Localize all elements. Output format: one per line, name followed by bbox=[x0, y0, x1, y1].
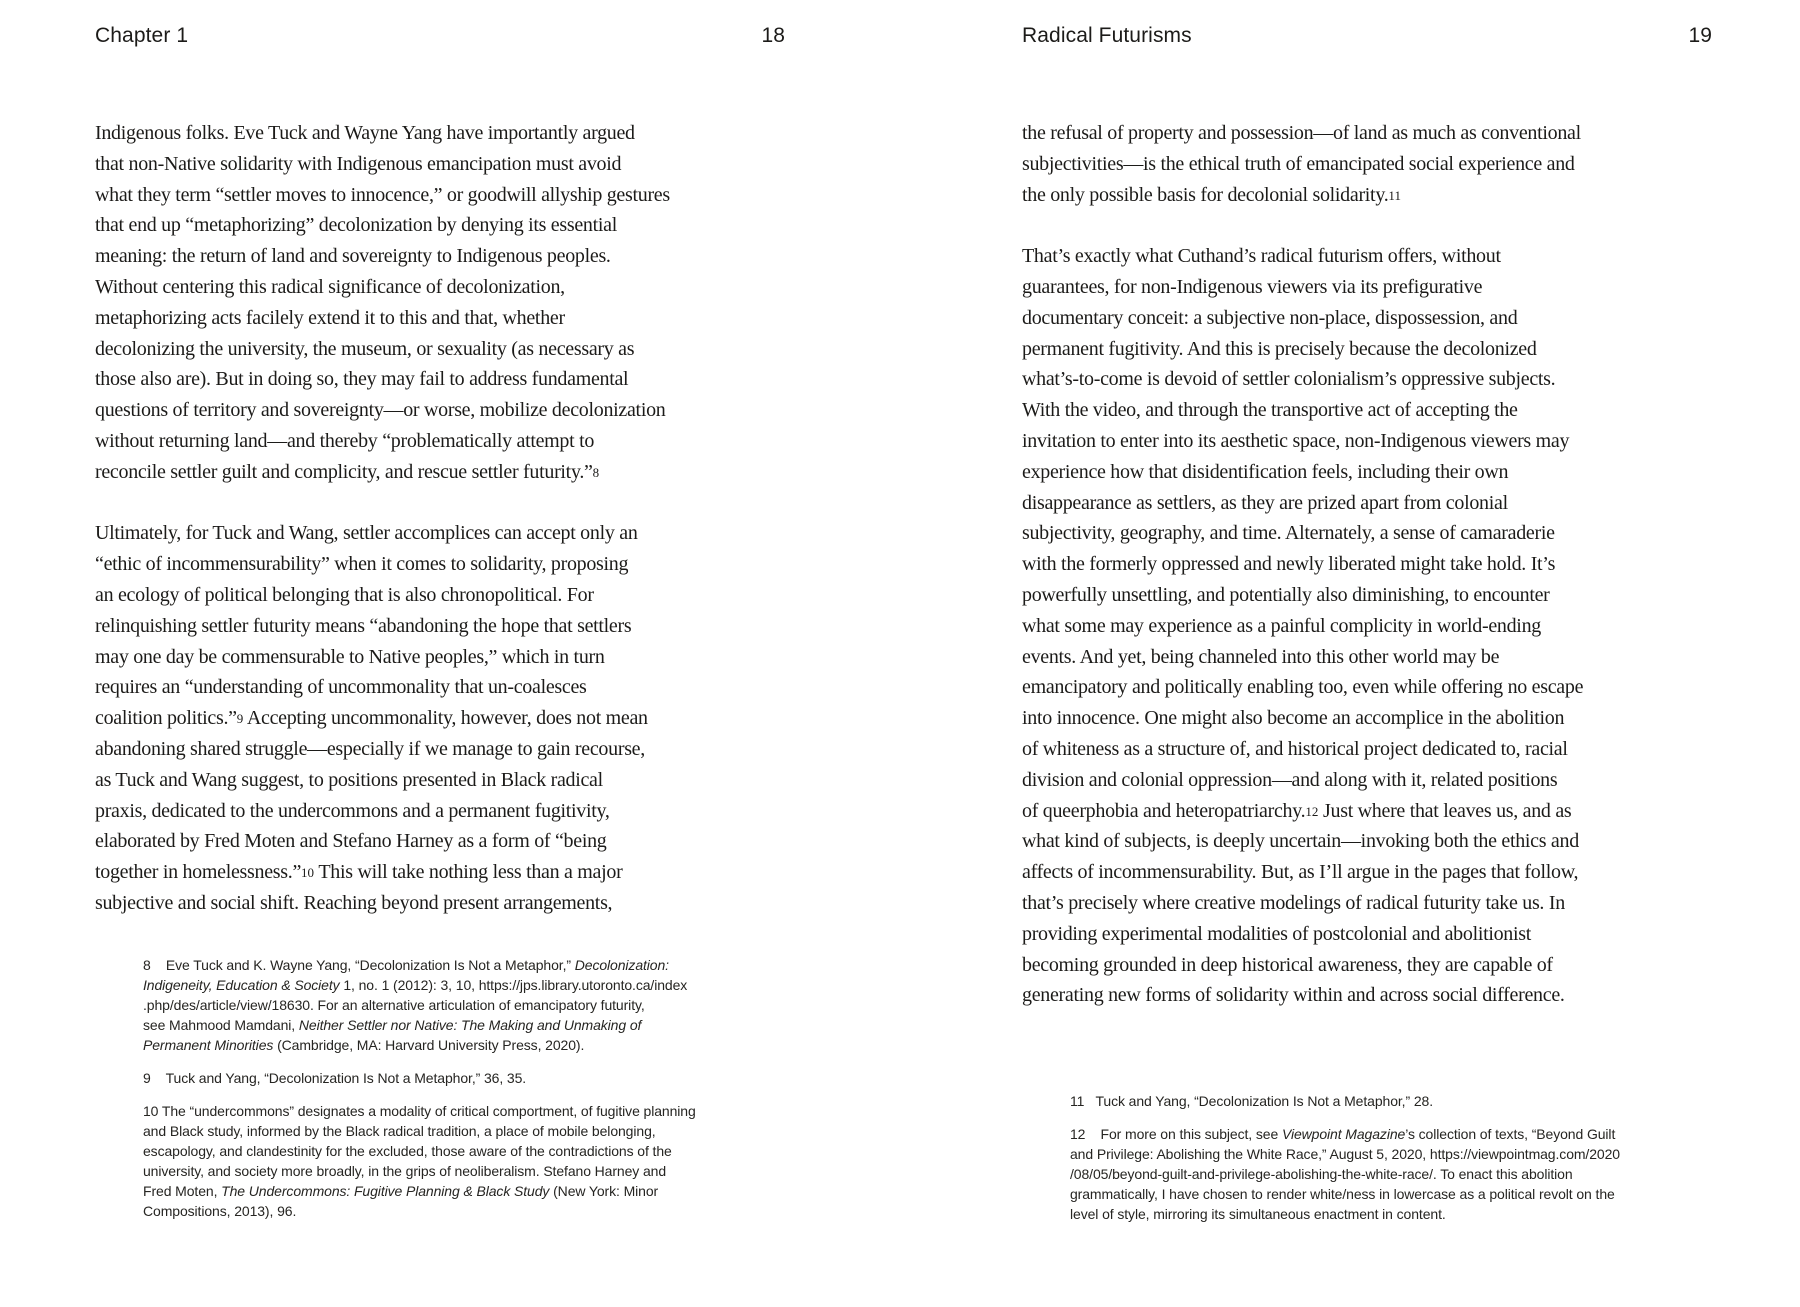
footnote-ref: 9 bbox=[236, 711, 244, 727]
footnote-line bbox=[143, 1141, 768, 1161]
text-run: without returning land—and thereby “problematically attempt to bbox=[95, 429, 595, 452]
text-run: the refusal of property and possession—of land as much as conventional bbox=[1022, 122, 1581, 144]
text-line bbox=[1022, 118, 1712, 149]
text-line bbox=[1022, 518, 1712, 549]
text-run: With the video, and through the transportive act of accepting the bbox=[1022, 399, 1518, 422]
text-run: Fred Moten, bbox=[143, 1183, 222, 1199]
text-run: documentary conceit: a subjective non-place, dispossession, and bbox=[1022, 306, 1518, 329]
text-run: reconcile settler guilt and complicity, and rescue settler futurity.” bbox=[95, 460, 593, 483]
text-line bbox=[1022, 364, 1712, 395]
text-line bbox=[95, 857, 785, 888]
text-line bbox=[95, 426, 785, 457]
page-number: 18 bbox=[761, 24, 785, 47]
text-run: praxis, dedicated to the undercommons and a permanent fugitivity, bbox=[95, 799, 610, 822]
text-run: subjectivity, geography, and time. Alternately, a sense of camaraderie bbox=[1022, 522, 1555, 545]
footnote-ref: 11 bbox=[1388, 187, 1401, 203]
footnote bbox=[143, 1101, 768, 1221]
text-line bbox=[1022, 642, 1712, 673]
text-line bbox=[95, 118, 785, 149]
text-run: events. And yet, being channeled into this other world may be bbox=[1022, 645, 1500, 668]
text-run: subjective and social shift. Reaching beyond present arrangements, bbox=[95, 891, 613, 914]
text-line bbox=[95, 642, 785, 673]
text-run: powerfully unsettling, and potentially also diminishing, to encounter bbox=[1022, 583, 1550, 606]
text-run: what some may experience as a painful complicity in world-ending bbox=[1022, 614, 1541, 637]
text-run: as Tuck and Wang suggest, to positions presented in Black radical bbox=[95, 768, 603, 791]
text-run: decolonizing the university, the museum, or sexuality (as necessary as bbox=[95, 337, 635, 360]
footnote-line bbox=[143, 1068, 768, 1088]
text-line bbox=[1022, 549, 1712, 580]
text-run: abandoning shared struggle—especially if we manage to gain recourse, bbox=[95, 737, 645, 760]
footnote-line bbox=[1070, 1091, 1695, 1111]
text-run: guarantees, for non-Indigenous viewers via its prefigurative bbox=[1022, 275, 1483, 298]
text-run: of queerphobia and heteropatriarchy. bbox=[1022, 799, 1306, 822]
text-run: that non-Native solidarity with Indigenous emancipation must avoid bbox=[95, 152, 622, 175]
footnote bbox=[1070, 1091, 1695, 1111]
footnote-line bbox=[143, 975, 768, 995]
footnote-line bbox=[1070, 1164, 1695, 1184]
text-run: providing experimental modalities of postcolonial and abolitionist bbox=[1022, 922, 1531, 945]
text-run: relinquishing settler futurity means “abandoning the hope that settlers bbox=[95, 614, 632, 637]
text-line bbox=[95, 395, 785, 426]
text-run: permanent fugitivity. And this is precisely because the decolonized bbox=[1022, 337, 1537, 360]
italic-text: Viewpoint Magazine bbox=[1281, 1126, 1406, 1142]
text-line bbox=[95, 241, 785, 272]
text-line bbox=[1022, 826, 1712, 857]
text-run: Ultimately, for Tuck and Wang, settler accomplices can accept only an bbox=[95, 522, 638, 545]
footnote-line bbox=[1070, 1204, 1695, 1224]
text-run: meaning: the return of land and sovereignty to Indigenous peoples. bbox=[95, 245, 611, 268]
footnotes bbox=[143, 955, 768, 1221]
footnote-line bbox=[143, 1035, 768, 1055]
footnote-line bbox=[1070, 1144, 1695, 1164]
text-line bbox=[95, 703, 785, 734]
text-run: (New York: Minor bbox=[549, 1183, 659, 1199]
italic-text: Permanent Minorities bbox=[143, 1037, 274, 1053]
text-run: escapology, and clandestinity for the excluded, those aware of the contradictions of the bbox=[143, 1143, 672, 1159]
text-line bbox=[95, 272, 785, 303]
paragraph bbox=[1022, 118, 1712, 210]
text-line bbox=[1022, 395, 1712, 426]
text-run: that end up “metaphorizing” decolonization by denying its essential bbox=[95, 214, 617, 237]
paragraph bbox=[95, 518, 785, 918]
text-line bbox=[95, 580, 785, 611]
text-run: and Privilege: Abolishing the White Race,” August 5, 2020, https://viewpointmag.com/2020 bbox=[1070, 1146, 1620, 1162]
text-line bbox=[95, 796, 785, 827]
running-header: Radical Futurisms bbox=[1022, 24, 1192, 47]
text-run: 10 The “undercommons” designates a modality of critical comportment, of fugitive planning bbox=[143, 1103, 696, 1119]
text-run: metaphorizing acts facilely extend it to this and that, whether bbox=[95, 306, 565, 329]
text-run: generating new forms of solidarity within and across social difference. bbox=[1022, 984, 1565, 1007]
footnote-line bbox=[1070, 1124, 1695, 1144]
text-run: Compositions, 2013), 96. bbox=[143, 1203, 297, 1219]
text-run: .php/des/article/view/18630. For an alternative articulation of emancipatory futurity, bbox=[143, 997, 645, 1013]
text-run: and Black study, informed by the Black radical tradition, a place of mobile belonging, bbox=[143, 1123, 656, 1139]
text-line bbox=[1022, 334, 1712, 365]
text-line bbox=[1022, 272, 1712, 303]
text-line bbox=[1022, 672, 1712, 703]
text-line bbox=[1022, 611, 1712, 642]
text-run: affects of incommensurability. But, as I’ll argue in the pages that follow, bbox=[1022, 861, 1579, 884]
text-line bbox=[1022, 703, 1712, 734]
text-run: 12 For more on this subject, see bbox=[1070, 1126, 1282, 1142]
page-number: 19 bbox=[1688, 24, 1712, 47]
footnote bbox=[143, 1068, 768, 1088]
text-line bbox=[95, 549, 785, 580]
text-line bbox=[1022, 149, 1712, 180]
text-run: subjectivities—is the ethical truth of emancipated social experience and bbox=[1022, 152, 1575, 175]
text-run: ’s collection of texts, “Beyond Guilt bbox=[1405, 1126, 1616, 1142]
text-run: requires an “understanding of uncommonality that un-coalesces bbox=[95, 676, 587, 699]
italic-text: Decolonization: bbox=[574, 957, 669, 973]
text-line bbox=[1022, 241, 1712, 272]
text-line bbox=[95, 334, 785, 365]
text-run: “ethic of incommensurability” when it comes to solidarity, proposing bbox=[95, 553, 629, 576]
text-line bbox=[1022, 488, 1712, 519]
text-run: Just where that leaves us, and as bbox=[1318, 799, 1572, 822]
verso-page bbox=[95, 0, 785, 1307]
text-run: 1, no. 1 (2012): 3, 10, https://jps.library.utoronto.ca/index bbox=[339, 977, 688, 993]
text-line bbox=[95, 672, 785, 703]
page-header bbox=[95, 24, 785, 48]
text-run: that’s precisely where creative modelings of radical futurity take us. In bbox=[1022, 891, 1565, 914]
footnote-line bbox=[1070, 1184, 1695, 1204]
text-run: questions of territory and sovereignty—or worse, mobilize decolonization bbox=[95, 399, 666, 422]
text-run: the only possible basis for decolonial solidarity. bbox=[1022, 183, 1389, 206]
text-run: those also are). But in doing so, they may fail to address fundamental bbox=[95, 368, 629, 391]
text-run: 8 Eve Tuck and K. Wayne Yang, “Decolonization Is Not a Metaphor,” bbox=[143, 957, 575, 973]
text-line bbox=[1022, 919, 1712, 950]
text-line bbox=[95, 611, 785, 642]
text-run: coalition politics.” bbox=[95, 707, 237, 730]
text-run: Indigenous folks. Eve Tuck and Wayne Yang have importantly argued bbox=[95, 122, 635, 144]
text-run: what’s-to-come is devoid of settler colonialism’s oppressive subjects. bbox=[1022, 368, 1556, 391]
text-run: This will take nothing less than a major bbox=[314, 861, 623, 884]
italic-text: Neither Settler nor Native: The Making and Unmaking of bbox=[298, 1017, 642, 1033]
text-run: level of style, mirroring its simultaneous enactment in content. bbox=[1070, 1206, 1446, 1222]
text-line bbox=[1022, 457, 1712, 488]
text-run: becoming grounded in deep historical awareness, they are capable of bbox=[1022, 953, 1553, 976]
text-run: into innocence. One might also become an accomplice in the abolition bbox=[1022, 707, 1565, 730]
text-run: of whiteness as a structure of, and historical project dedicated to, racial bbox=[1022, 737, 1568, 760]
paragraph bbox=[95, 118, 785, 488]
text-run: may one day be commensurable to Native peoples,” which in turn bbox=[95, 645, 605, 668]
text-line bbox=[1022, 734, 1712, 765]
footnote-line bbox=[143, 955, 768, 975]
text-line bbox=[95, 180, 785, 211]
text-line bbox=[1022, 765, 1712, 796]
text-line bbox=[1022, 303, 1712, 334]
text-run: experience how that disidentification feels, including their own bbox=[1022, 460, 1509, 483]
text-line bbox=[1022, 580, 1712, 611]
text-line bbox=[1022, 888, 1712, 919]
text-line bbox=[1022, 980, 1712, 1011]
text-run: see Mahmood Mamdani, bbox=[143, 1017, 299, 1033]
text-line bbox=[95, 826, 785, 857]
italic-text: Indigeneity, Education & Society bbox=[143, 977, 340, 993]
text-line bbox=[1022, 426, 1712, 457]
footnote-line bbox=[143, 1201, 768, 1221]
text-line bbox=[95, 765, 785, 796]
text-run: invitation to enter into its aesthetic space, non-Indigenous viewers may bbox=[1022, 429, 1570, 452]
text-run: 11 Tuck and Yang, “Decolonization Is Not a Metaphor,” 28. bbox=[1070, 1093, 1433, 1109]
text-line bbox=[1022, 180, 1712, 211]
running-header: Chapter 1 bbox=[95, 24, 189, 47]
text-line bbox=[95, 518, 785, 549]
italic-text: The Undercommons: Fugitive Planning & Black Study bbox=[221, 1183, 550, 1199]
text-run: disappearance as settlers, as they are prized apart from colonial bbox=[1022, 491, 1508, 514]
text-line bbox=[95, 303, 785, 334]
text-run: 9 Tuck and Yang, “Decolonization Is Not a Metaphor,” 36, 35. bbox=[143, 1070, 527, 1086]
text-line bbox=[95, 888, 785, 919]
text-run: That’s exactly what Cuthand’s radical futurism offers, without bbox=[1022, 245, 1501, 268]
text-run: what they term “settler moves to innocence,” or goodwill allyship gestures bbox=[95, 183, 670, 206]
text-run: Accepting uncommonality, however, does not mean bbox=[243, 707, 648, 730]
text-run: university, and society more broadly, in the grips of neoliberalism. Stefano Harney and bbox=[143, 1163, 667, 1179]
text-run: grammatically, I have chosen to render white/ness in lowercase as a political revolt on the bbox=[1070, 1186, 1615, 1202]
text-run: (Cambridge, MA: Harvard University Press, 2020). bbox=[273, 1037, 585, 1053]
body-text bbox=[95, 118, 785, 919]
footnotes bbox=[1070, 1091, 1695, 1224]
text-run: what kind of subjects, is deeply uncertain—invoking both the ethics and bbox=[1022, 830, 1579, 853]
text-line bbox=[95, 457, 785, 488]
text-run: together in homelessness.” bbox=[95, 861, 302, 884]
text-run: with the formerly oppressed and newly liberated might take hold. It’s bbox=[1022, 553, 1556, 576]
footnote bbox=[1070, 1124, 1695, 1224]
text-line bbox=[95, 149, 785, 180]
paragraph bbox=[1022, 241, 1712, 1011]
footnote-line bbox=[143, 1161, 768, 1181]
footnote-ref: 8 bbox=[592, 464, 600, 480]
footnote bbox=[143, 955, 768, 1055]
footnote-line bbox=[143, 995, 768, 1015]
page-header bbox=[1022, 24, 1712, 48]
text-line bbox=[1022, 950, 1712, 981]
text-line bbox=[95, 734, 785, 765]
text-run: an ecology of political belonging that is also chronopolitical. For bbox=[95, 583, 594, 606]
footnote-line bbox=[143, 1121, 768, 1141]
body-text bbox=[1022, 118, 1712, 1011]
text-run: /08/05/beyond-guilt-and-privilege-abolishing-the-white-race/. To enact this abolition bbox=[1070, 1166, 1573, 1182]
footnote-ref: 12 bbox=[1305, 803, 1319, 819]
text-line bbox=[1022, 857, 1712, 888]
text-run: Without centering this radical significance of decolonization, bbox=[95, 275, 565, 298]
text-line bbox=[1022, 796, 1712, 827]
text-run: elaborated by Fred Moten and Stefano Harney as a form of “being bbox=[95, 830, 607, 853]
footnote-line bbox=[143, 1015, 768, 1035]
text-line bbox=[95, 210, 785, 241]
footnote-line bbox=[143, 1101, 768, 1121]
recto-page bbox=[1022, 0, 1712, 1307]
footnote-ref: 10 bbox=[301, 865, 315, 881]
footnote-line bbox=[143, 1181, 768, 1201]
text-line bbox=[95, 364, 785, 395]
text-run: emancipatory and politically enabling too, even while offering no escape bbox=[1022, 676, 1584, 699]
text-run: division and colonial oppression—and along with it, related positions bbox=[1022, 768, 1558, 791]
